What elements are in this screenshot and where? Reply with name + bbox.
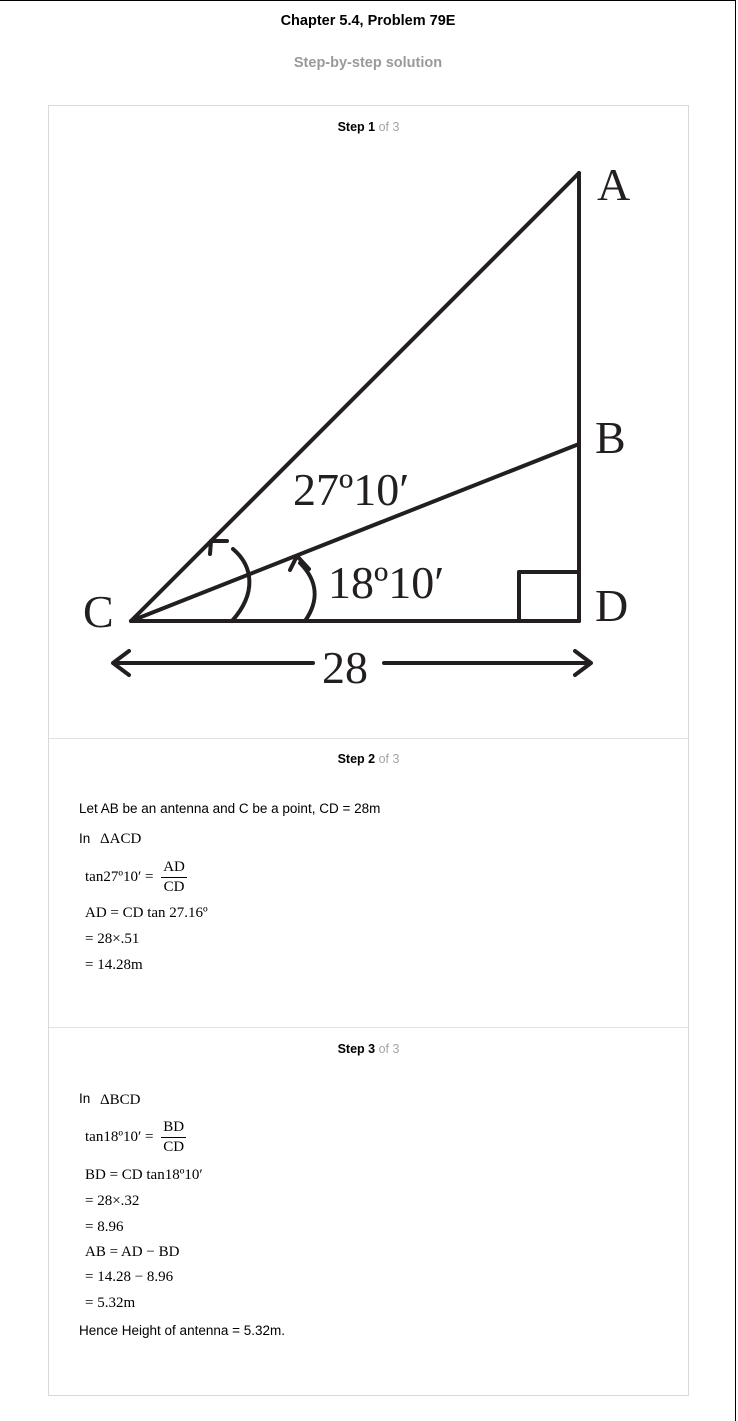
math-line: = 5.32m (85, 1295, 136, 1311)
tan-equation-acd (85, 858, 187, 897)
step-label: Step (337, 1042, 365, 1056)
fraction-numerator: AD (161, 858, 187, 878)
triangle-acd: ΔACD (100, 831, 142, 847)
math-line: = 14.28m (85, 957, 143, 973)
step-2-header (49, 752, 688, 766)
point-label-b: B (595, 412, 626, 463)
point-label-c: C (83, 586, 114, 637)
step-of-total: of 3 (378, 752, 400, 766)
triangle-diagram (49, 106, 688, 706)
angle-arc-large (232, 549, 249, 621)
steps-container (48, 105, 689, 1396)
tan-lhs: tan27º10′ = (85, 868, 154, 885)
math-line: BD = CD tan18º10′ (85, 1167, 203, 1183)
math-line: = 28×.51 (85, 931, 140, 947)
step-divider (49, 738, 688, 739)
step-label: Step (337, 752, 365, 766)
base-length-label: 28 (322, 642, 368, 693)
point-label-d: D (595, 580, 629, 631)
step-divider (49, 1027, 688, 1028)
math-line: = 14.28 − 8.96 (85, 1269, 174, 1285)
step-label: Step (337, 120, 365, 134)
angle-label-large: 27º10′ (293, 464, 410, 515)
step-number: 1 (368, 120, 376, 134)
fraction (161, 1118, 186, 1157)
step-number: 2 (368, 752, 376, 766)
triangle-bcd: ΔBCD (100, 1092, 141, 1108)
fraction-numerator: BD (161, 1118, 186, 1138)
step-of-total: of 3 (378, 1042, 400, 1056)
math-line: AD = CD tan 27.16º (85, 905, 208, 921)
in-label: In (79, 831, 91, 846)
step-2-intro: Let AB be an antenna and C be a point, CD = 28m (79, 801, 381, 816)
fraction (161, 858, 187, 897)
chapter-title: Chapter 5.4, Problem 79E (280, 13, 456, 29)
step-3-header (49, 1042, 688, 1056)
tan-equation-bcd (85, 1118, 186, 1157)
tan-lhs: tan18º10′ = (85, 1128, 154, 1145)
fraction-denominator: CD (163, 879, 185, 895)
step-number: 3 (368, 1042, 376, 1056)
in-label: In (79, 1091, 91, 1106)
side-ca (131, 173, 579, 621)
arrow-head-large (210, 541, 227, 554)
fraction-denominator: CD (163, 1139, 185, 1155)
right-angle-marker (519, 572, 579, 621)
math-line: = 28×.32 (85, 1193, 140, 1209)
conclusion-text: Hence Height of antenna = 5.32m. (79, 1323, 286, 1338)
math-line: AB = AD − BD (85, 1244, 180, 1260)
math-line: = 8.96 (85, 1219, 124, 1235)
point-label-a: A (597, 159, 631, 210)
angle-label-small: 18º10′ (328, 557, 445, 608)
angle-arc-small (300, 563, 315, 621)
solution-subtitle: Step-by-step solution (293, 55, 443, 71)
step-of-total: of 3 (378, 120, 400, 134)
